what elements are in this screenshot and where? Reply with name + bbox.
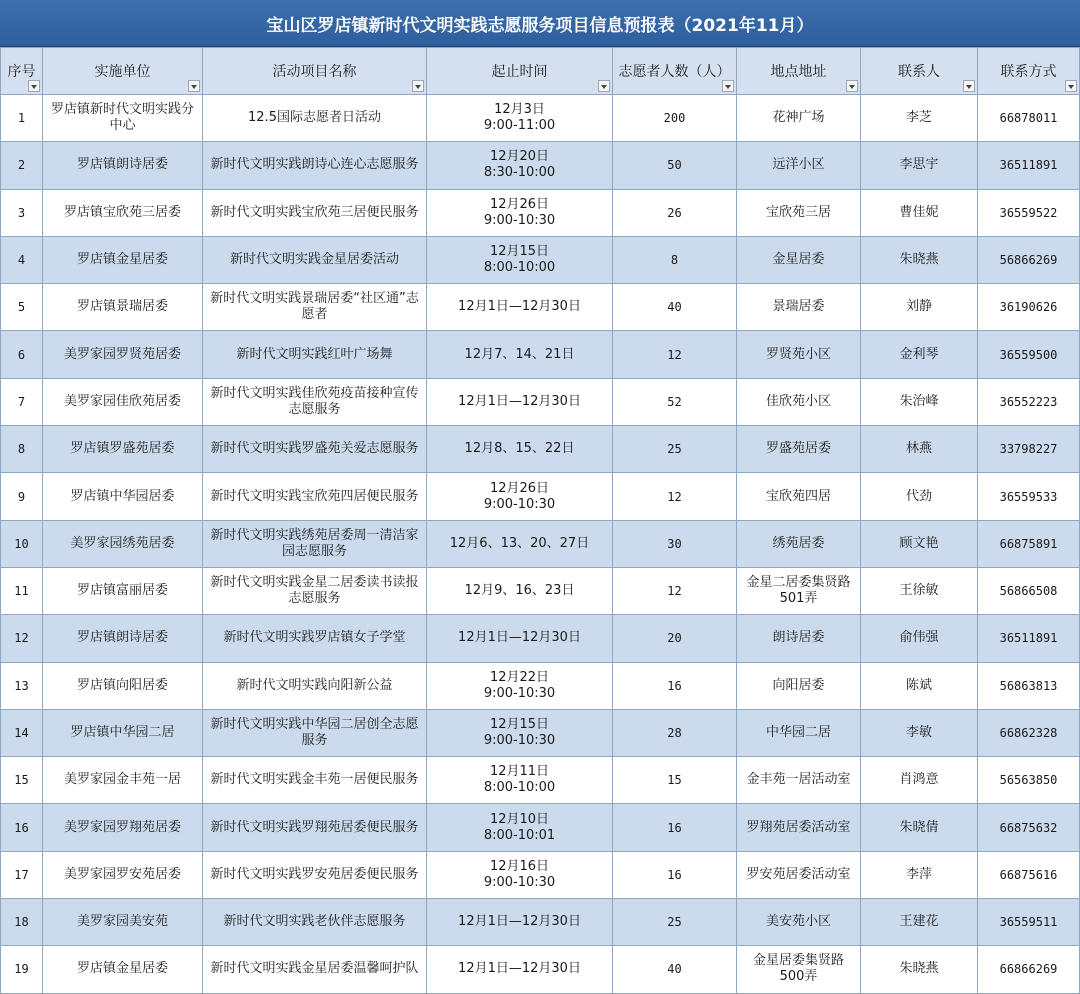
table-row xyxy=(1,331,1080,378)
cell-time[interactable] xyxy=(427,95,613,142)
cell-contact[interactable]: 林燕 xyxy=(861,426,978,473)
cell-no[interactable]: 4 xyxy=(1,236,43,283)
project-table xyxy=(0,47,1080,994)
time-line: 12月1日—12月30日 xyxy=(458,961,581,977)
cell-volunteers[interactable]: 26 xyxy=(613,189,737,236)
time-line: 12月15日 xyxy=(489,244,550,260)
time-line: 9:00-10:30 xyxy=(483,685,556,701)
cell-project[interactable]: 新时代文明实践老伙伴志愿服务 xyxy=(203,899,427,946)
filter-dropdown-icon[interactable] xyxy=(598,80,610,92)
cell-contact[interactable]: 俞伟强 xyxy=(861,615,978,662)
cell-volunteers[interactable]: 8 xyxy=(613,236,737,283)
cell-project[interactable]: 新时代文明实践金星居委活动 xyxy=(203,236,427,283)
cell-unit[interactable]: 美罗家园罗安苑居委 xyxy=(43,851,203,898)
cell-no[interactable]: 14 xyxy=(1,709,43,756)
cell-phone[interactable]: 66875632 xyxy=(978,804,1080,851)
cell-volunteers[interactable]: 50 xyxy=(613,142,737,189)
cell-contact[interactable]: 王徐敏 xyxy=(861,567,978,614)
cell-no[interactable]: 19 xyxy=(1,946,43,993)
table-row xyxy=(1,757,1080,804)
cell-project[interactable]: 新时代文明实践佳欣苑疫苗接种宣传志愿服务 xyxy=(203,378,427,425)
cell-phone[interactable]: 66875891 xyxy=(978,520,1080,567)
cell-time[interactable] xyxy=(427,567,613,614)
cell-place[interactable]: 罗贤苑小区 xyxy=(737,331,861,378)
cell-time[interactable] xyxy=(427,709,613,756)
cell-time[interactable] xyxy=(427,189,613,236)
cell-phone[interactable]: 36190626 xyxy=(978,284,1080,331)
cell-time[interactable] xyxy=(427,615,613,662)
cell-volunteers[interactable]: 15 xyxy=(613,757,737,804)
cell-contact[interactable]: 李思宇 xyxy=(861,142,978,189)
cell-no[interactable]: 1 xyxy=(1,95,43,142)
cell-project[interactable]: 新时代文明实践罗安苑居委便民服务 xyxy=(203,851,427,898)
filter-dropdown-icon[interactable] xyxy=(28,80,40,92)
cell-contact[interactable]: 李芝 xyxy=(861,95,978,142)
cell-phone[interactable]: 66862328 xyxy=(978,709,1080,756)
cell-no[interactable]: 15 xyxy=(1,757,43,804)
time-line: 8:00-10:00 xyxy=(483,780,556,796)
table-row xyxy=(1,520,1080,567)
cell-time[interactable] xyxy=(427,757,613,804)
cell-contact[interactable]: 代劲 xyxy=(861,473,978,520)
cell-place[interactable]: 金星二居委集贤路501弄 xyxy=(737,567,861,614)
col-header-phone: 联系方式 xyxy=(978,48,1080,95)
cell-contact[interactable]: 朱晓燕 xyxy=(861,946,978,993)
cell-volunteers[interactable]: 25 xyxy=(613,899,737,946)
cell-place[interactable]: 花神广场 xyxy=(737,95,861,142)
cell-no[interactable]: 7 xyxy=(1,378,43,425)
cell-place[interactable]: 宝欣苑三居 xyxy=(737,189,861,236)
cell-phone[interactable]: 33798227 xyxy=(978,426,1080,473)
cell-phone[interactable]: 36552223 xyxy=(978,378,1080,425)
cell-time[interactable] xyxy=(427,804,613,851)
table-body xyxy=(1,95,1080,994)
cell-project[interactable]: 新时代文明实践景瑞居委“社区通”志愿者 xyxy=(203,284,427,331)
cell-unit[interactable]: 罗店镇富丽居委 xyxy=(43,567,203,614)
cell-no[interactable]: 16 xyxy=(1,804,43,851)
cell-project[interactable]: 新时代文明实践向阳新公益 xyxy=(203,662,427,709)
sheet-title: 宝山区罗店镇新时代文明实践志愿服务项目信息预报表（2021年11月） xyxy=(0,0,1080,47)
cell-unit[interactable]: 罗店镇金星居委 xyxy=(43,236,203,283)
cell-place[interactable]: 罗盛苑居委 xyxy=(737,426,861,473)
cell-no[interactable]: 5 xyxy=(1,284,43,331)
col-header-no: 序号 xyxy=(1,48,43,95)
cell-project[interactable]: 新时代文明实践金星二居委读书读报志愿服务 xyxy=(203,567,427,614)
time-line: 8:00-10:00 xyxy=(483,260,556,276)
cell-unit[interactable]: 美罗家园佳欣苑居委 xyxy=(43,378,203,425)
cell-time[interactable] xyxy=(427,331,613,378)
cell-place[interactable]: 中华园二居 xyxy=(737,709,861,756)
cell-contact[interactable]: 顾文艳 xyxy=(861,520,978,567)
cell-no[interactable]: 18 xyxy=(1,899,43,946)
cell-time[interactable] xyxy=(427,520,613,567)
table-row xyxy=(1,378,1080,425)
cell-time[interactable] xyxy=(427,946,613,993)
cell-no[interactable]: 11 xyxy=(1,567,43,614)
cell-phone[interactable]: 36559533 xyxy=(978,473,1080,520)
cell-unit[interactable]: 罗店镇向阳居委 xyxy=(43,662,203,709)
cell-volunteers[interactable]: 30 xyxy=(613,520,737,567)
time-line: 12月9、16、23日 xyxy=(464,583,575,599)
filter-dropdown-icon[interactable] xyxy=(188,80,200,92)
cell-contact[interactable]: 朱晓燕 xyxy=(861,236,978,283)
cell-phone[interactable]: 36511891 xyxy=(978,615,1080,662)
table-row xyxy=(1,236,1080,283)
table-row xyxy=(1,899,1080,946)
cell-unit[interactable]: 罗店镇新时代文明实践分中心 xyxy=(43,95,203,142)
table-row xyxy=(1,473,1080,520)
cell-place[interactable]: 绣苑居委 xyxy=(737,520,861,567)
cell-no[interactable]: 12 xyxy=(1,615,43,662)
table-row xyxy=(1,189,1080,236)
cell-no[interactable]: 2 xyxy=(1,142,43,189)
cell-place[interactable]: 金星居委 xyxy=(737,236,861,283)
cell-phone[interactable]: 56866508 xyxy=(978,567,1080,614)
filter-dropdown-icon[interactable] xyxy=(1065,80,1077,92)
cell-project[interactable]: 新时代文明实践中华园二居创全志愿服务 xyxy=(203,709,427,756)
cell-unit[interactable]: 美罗家园美安苑 xyxy=(43,899,203,946)
table-row xyxy=(1,284,1080,331)
filter-dropdown-icon[interactable] xyxy=(846,80,858,92)
time-line: 12月1日—12月30日 xyxy=(458,393,581,409)
cell-phone[interactable]: 56866269 xyxy=(978,236,1080,283)
cell-contact[interactable]: 肖鸿意 xyxy=(861,757,978,804)
col-header-volunteers: 志愿者人数（人） xyxy=(613,48,737,95)
cell-phone[interactable]: 56863813 xyxy=(978,662,1080,709)
table-row xyxy=(1,426,1080,473)
cell-volunteers[interactable]: 200 xyxy=(613,95,737,142)
time-line: 9:00-10:30 xyxy=(483,733,556,748)
time-line: 12月7、14、21日 xyxy=(464,346,575,362)
cell-volunteers[interactable]: 28 xyxy=(613,709,737,756)
table-row xyxy=(1,851,1080,898)
time-line: 12月15日 xyxy=(489,717,550,732)
cell-place[interactable]: 景瑞居委 xyxy=(737,284,861,331)
cell-contact[interactable]: 曹佳妮 xyxy=(861,189,978,236)
header-row xyxy=(1,48,1080,95)
cell-project[interactable]: 新时代文明实践红叶广场舞 xyxy=(203,331,427,378)
time-line: 12月26日 xyxy=(489,196,550,212)
cell-place[interactable]: 朗诗居委 xyxy=(737,615,861,662)
cell-time[interactable] xyxy=(427,426,613,473)
cell-volunteers[interactable]: 40 xyxy=(613,284,737,331)
cell-time[interactable] xyxy=(427,378,613,425)
cell-unit[interactable]: 美罗家园绣苑居委 xyxy=(43,520,203,567)
cell-contact[interactable]: 李萍 xyxy=(861,851,978,898)
cell-project[interactable]: 新时代文明实践宝欣苑四居便民服务 xyxy=(203,473,427,520)
time-line: 12月11日 xyxy=(489,764,550,780)
time-line: 8:00-10:01 xyxy=(483,827,556,843)
cell-no[interactable]: 17 xyxy=(1,851,43,898)
cell-unit[interactable]: 罗店镇宝欣苑三居委 xyxy=(43,189,203,236)
time-line: 12月16日 xyxy=(489,858,550,874)
cell-no[interactable]: 13 xyxy=(1,662,43,709)
cell-volunteers[interactable]: 20 xyxy=(613,615,737,662)
cell-phone[interactable]: 66875616 xyxy=(978,851,1080,898)
time-line: 12月1日—12月30日 xyxy=(458,630,581,646)
cell-no[interactable]: 8 xyxy=(1,426,43,473)
col-header-place: 地点地址 xyxy=(737,48,861,95)
cell-project[interactable]: 新时代文明实践罗翔苑居委便民服务 xyxy=(203,804,427,851)
time-line: 12月10日 xyxy=(489,811,550,827)
cell-project[interactable]: 新时代文明实践宝欣苑三居便民服务 xyxy=(203,189,427,236)
cell-project[interactable]: 新时代文明实践绣苑居委周一清洁家园志愿服务 xyxy=(203,520,427,567)
time-line: 12月26日 xyxy=(489,480,550,496)
cell-project[interactable]: 新时代文明实践金星居委温馨呵护队 xyxy=(203,946,427,993)
filter-dropdown-icon[interactable] xyxy=(412,80,424,92)
cell-volunteers[interactable]: 25 xyxy=(613,426,737,473)
table-row xyxy=(1,142,1080,189)
cell-time[interactable] xyxy=(427,236,613,283)
col-header-contact: 联系人 xyxy=(861,48,978,95)
cell-volunteers[interactable]: 12 xyxy=(613,331,737,378)
cell-place[interactable]: 金丰苑一居活动室 xyxy=(737,757,861,804)
table-row xyxy=(1,615,1080,662)
cell-time[interactable] xyxy=(427,284,613,331)
cell-unit[interactable]: 罗店镇中华园二居 xyxy=(43,709,203,756)
time-line: 12月8、15、22日 xyxy=(464,441,575,457)
cell-contact[interactable]: 朱治峰 xyxy=(861,378,978,425)
cell-phone[interactable]: 36511891 xyxy=(978,142,1080,189)
cell-no[interactable]: 10 xyxy=(1,520,43,567)
cell-contact[interactable]: 朱晓倩 xyxy=(861,804,978,851)
time-line: 12月20日 xyxy=(489,149,550,165)
cell-unit[interactable]: 罗店镇罗盛苑居委 xyxy=(43,426,203,473)
cell-volunteers[interactable]: 12 xyxy=(613,473,737,520)
cell-phone[interactable]: 66878011 xyxy=(978,95,1080,142)
cell-contact[interactable]: 陈斌 xyxy=(861,662,978,709)
cell-place[interactable]: 罗翔苑居委活动室 xyxy=(737,804,861,851)
cell-project[interactable]: 12.5国际志愿者日活动 xyxy=(203,95,427,142)
cell-place[interactable]: 向阳居委 xyxy=(737,662,861,709)
time-line: 8:30-10:00 xyxy=(483,165,556,181)
cell-time[interactable] xyxy=(427,662,613,709)
cell-unit[interactable]: 美罗家园金丰苑一居 xyxy=(43,757,203,804)
time-line: 9:00-11:00 xyxy=(483,118,556,134)
cell-time[interactable] xyxy=(427,142,613,189)
cell-project[interactable]: 新时代文明实践朗诗心连心志愿服务 xyxy=(203,142,427,189)
cell-no[interactable]: 3 xyxy=(1,189,43,236)
cell-phone[interactable]: 36559522 xyxy=(978,189,1080,236)
time-line: 9:00-10:30 xyxy=(483,212,556,228)
filter-dropdown-icon[interactable] xyxy=(722,80,734,92)
cell-place[interactable]: 金星居委集贤路500弄 xyxy=(737,946,861,993)
cell-phone[interactable]: 56563850 xyxy=(978,757,1080,804)
cell-time[interactable] xyxy=(427,851,613,898)
cell-place[interactable]: 远洋小区 xyxy=(737,142,861,189)
time-line: 12月6、13、20、27日 xyxy=(449,535,590,551)
cell-unit[interactable]: 美罗家园罗翔苑居委 xyxy=(43,804,203,851)
cell-unit[interactable]: 罗店镇金星居委 xyxy=(43,946,203,993)
table-row xyxy=(1,709,1080,756)
cell-unit[interactable]: 美罗家园罗贤苑居委 xyxy=(43,331,203,378)
filter-dropdown-icon[interactable] xyxy=(963,80,975,92)
cell-place[interactable]: 美安苑小区 xyxy=(737,899,861,946)
cell-unit[interactable]: 罗店镇朗诗居委 xyxy=(43,142,203,189)
cell-contact[interactable]: 李敏 xyxy=(861,709,978,756)
cell-no[interactable]: 6 xyxy=(1,331,43,378)
table-row xyxy=(1,946,1080,993)
cell-project[interactable]: 新时代文明实践罗店镇女子学堂 xyxy=(203,615,427,662)
cell-time[interactable] xyxy=(427,473,613,520)
cell-time[interactable] xyxy=(427,899,613,946)
cell-phone[interactable]: 66866269 xyxy=(978,946,1080,993)
cell-contact[interactable]: 金利琴 xyxy=(861,331,978,378)
table-row xyxy=(1,804,1080,851)
cell-no[interactable]: 9 xyxy=(1,473,43,520)
cell-unit[interactable]: 罗店镇中华园居委 xyxy=(43,473,203,520)
time-line: 12月1日—12月30日 xyxy=(458,299,581,315)
time-line: 12月3日 xyxy=(494,102,545,118)
cell-phone[interactable]: 36559500 xyxy=(978,331,1080,378)
cell-phone[interactable]: 36559511 xyxy=(978,899,1080,946)
table-row xyxy=(1,662,1080,709)
cell-place[interactable]: 宝欣苑四居 xyxy=(737,473,861,520)
time-line: 12月1日—12月30日 xyxy=(458,914,581,930)
time-line: 9:00-10:30 xyxy=(483,496,556,512)
cell-contact[interactable]: 王建花 xyxy=(861,899,978,946)
cell-volunteers[interactable]: 16 xyxy=(613,804,737,851)
cell-project[interactable]: 新时代文明实践金丰苑一居便民服务 xyxy=(203,757,427,804)
cell-contact[interactable]: 刘静 xyxy=(861,284,978,331)
time-line: 12月22日 xyxy=(489,669,550,685)
cell-unit[interactable]: 罗店镇景瑞居委 xyxy=(43,284,203,331)
table-row xyxy=(1,567,1080,614)
cell-volunteers[interactable]: 40 xyxy=(613,946,737,993)
cell-volunteers[interactable]: 16 xyxy=(613,662,737,709)
cell-volunteers[interactable]: 12 xyxy=(613,567,737,614)
col-header-unit: 实施单位 xyxy=(43,48,203,95)
time-line: 9:00-10:30 xyxy=(483,874,556,890)
col-header-time: 起止时间 xyxy=(427,48,613,95)
cell-project[interactable]: 新时代文明实践罗盛苑关爱志愿服务 xyxy=(203,426,427,473)
cell-volunteers[interactable]: 16 xyxy=(613,851,737,898)
cell-unit[interactable]: 罗店镇朗诗居委 xyxy=(43,615,203,662)
cell-place[interactable]: 佳欣苑小区 xyxy=(737,378,861,425)
table-row xyxy=(1,95,1080,142)
col-header-project: 活动项目名称 xyxy=(203,48,427,95)
cell-place[interactable]: 罗安苑居委活动室 xyxy=(737,851,861,898)
cell-volunteers[interactable]: 52 xyxy=(613,378,737,425)
